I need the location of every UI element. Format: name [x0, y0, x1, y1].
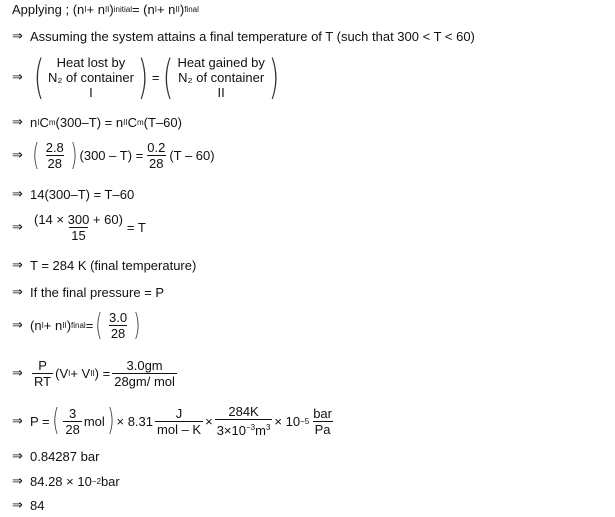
- line-applying: [12, 2, 199, 17]
- sub: final: [184, 5, 199, 14]
- text: m: [255, 423, 266, 438]
- implies-arrow-icon: ⇒: [12, 474, 23, 489]
- sub: II: [90, 369, 95, 378]
- text: (T – 60): [169, 148, 215, 163]
- sup: 3: [265, 423, 271, 432]
- paren-close: ): [107, 403, 115, 438]
- paren-close: ): [268, 50, 280, 104]
- text: P =: [30, 413, 50, 429]
- numerator: P: [38, 358, 47, 373]
- numerator: J: [175, 405, 183, 421]
- sub: II: [62, 321, 67, 330]
- numerator: 0.2: [147, 140, 166, 155]
- line-assumption: [12, 29, 475, 44]
- text: Heat lost by: [56, 54, 126, 70]
- implies-arrow-icon: ⇒: [12, 69, 23, 85]
- denominator: 28gm/ mol: [114, 374, 175, 389]
- fraction: [145, 140, 167, 171]
- implies-arrow-icon: ⇒: [12, 115, 23, 130]
- paren-open: (: [51, 403, 60, 438]
- text: I: [89, 84, 93, 100]
- line-t-result: [12, 258, 196, 273]
- line-pressure-calc: [12, 404, 336, 438]
- text: = T: [126, 220, 146, 235]
- line-answer: [12, 498, 44, 513]
- line-result-bar: [12, 449, 99, 464]
- paren-open: (: [33, 50, 45, 104]
- line-14: [12, 187, 134, 202]
- implies-arrow-icon: ⇒: [12, 498, 23, 513]
- text: 0.84287 bar: [30, 449, 100, 464]
- implies-arrow-icon: ⇒: [12, 187, 23, 202]
- text: (V: [55, 366, 69, 381]
- paren-close: ): [70, 137, 78, 173]
- text: bar: [100, 474, 120, 489]
- final-answer: 84: [30, 498, 45, 513]
- fraction: [63, 406, 81, 437]
- sub: I: [68, 369, 71, 378]
- implies-arrow-icon: ⇒: [12, 29, 23, 44]
- line-result-sci: [12, 474, 120, 489]
- text: + V: [70, 366, 91, 381]
- numerator: 284K: [228, 404, 259, 419]
- implies-arrow-icon: ⇒: [12, 449, 23, 464]
- text: ×: [205, 413, 213, 429]
- sup: −5: [300, 416, 310, 426]
- denominator: 28: [149, 156, 164, 171]
- sub: m: [48, 118, 56, 127]
- text: (n: [30, 318, 42, 333]
- text: =: [85, 318, 94, 333]
- text: =: [151, 69, 160, 85]
- denominator: mol – K: [157, 421, 202, 437]
- text: × 10: [274, 413, 301, 429]
- numerator: 3: [68, 405, 77, 421]
- denominator: 28: [110, 326, 126, 341]
- denominator: Pa: [314, 421, 331, 437]
- text: N₂ of container: [47, 69, 134, 85]
- text: 14(300–T) = T–60: [30, 187, 135, 202]
- text: Assuming the system attains a final temperature of T (such that 300 < T < 60): [30, 29, 475, 44]
- text: ): [179, 2, 185, 17]
- fraction: [44, 140, 66, 171]
- text: ) =: [94, 366, 111, 381]
- text: (300–T) = n: [55, 115, 124, 130]
- implies-arrow-icon: ⇒: [12, 366, 23, 381]
- sup: −3: [245, 423, 256, 432]
- implies-arrow-icon: ⇒: [12, 148, 23, 163]
- sub: I: [37, 118, 40, 127]
- sub: II: [104, 5, 110, 14]
- text: + n: [156, 2, 176, 17]
- heat-lost-box: [48, 55, 134, 100]
- sub: I: [41, 321, 44, 330]
- fraction: [215, 404, 273, 438]
- text: + n: [43, 318, 63, 333]
- paren-close: ): [133, 307, 141, 343]
- numerator: 2.8: [45, 140, 64, 155]
- line-heat-balance: [12, 50, 283, 104]
- text: 3×10: [216, 423, 246, 438]
- denominator: RT: [34, 374, 52, 389]
- fraction: [155, 406, 203, 437]
- line-fraction-eq: [12, 137, 215, 173]
- text: II: [217, 84, 225, 100]
- text: n: [30, 115, 38, 130]
- implies-arrow-icon: ⇒: [12, 285, 23, 300]
- numerator: bar: [313, 405, 332, 421]
- line-moles-final: [12, 307, 143, 343]
- line-solve-t: [12, 212, 146, 243]
- text: Heat gained by: [177, 54, 265, 70]
- text: ): [109, 2, 114, 17]
- text: (T–60): [143, 115, 182, 130]
- text: Applying ; (n: [12, 2, 85, 17]
- text: 84.28 × 10: [30, 474, 92, 489]
- paren-close: ): [137, 50, 149, 104]
- denominator: [215, 419, 273, 438]
- sub: II: [123, 118, 128, 127]
- text: × 8.31: [116, 413, 154, 429]
- sub: I: [154, 5, 157, 14]
- text: + n: [86, 2, 105, 17]
- heat-gained-box: [177, 55, 264, 100]
- fraction: [311, 406, 334, 437]
- text: = (n: [131, 2, 155, 17]
- text: (300 – T) =: [79, 148, 144, 163]
- sub: initial: [113, 5, 132, 14]
- numerator: (14 × 300 + 60): [34, 212, 123, 227]
- sub: II: [175, 5, 180, 14]
- text: C: [39, 115, 49, 130]
- fraction: [112, 358, 177, 389]
- denominator: 28: [65, 421, 80, 437]
- text: ): [66, 318, 72, 333]
- sub: m: [136, 118, 144, 127]
- text: T = 284 K (final temperature): [30, 258, 197, 273]
- paren-open: (: [32, 137, 40, 173]
- line-final-pressure: [12, 285, 164, 300]
- fraction: [32, 212, 125, 243]
- line-ideal-gas: [12, 358, 179, 389]
- numerator: 3.0: [109, 310, 128, 325]
- implies-arrow-icon: ⇒: [12, 258, 23, 273]
- denominator: 15: [71, 228, 86, 243]
- fraction: [107, 310, 129, 341]
- text: C: [127, 115, 137, 130]
- sup: −2: [91, 477, 101, 486]
- denominator: 28: [47, 156, 62, 171]
- sub: I: [84, 5, 87, 14]
- numerator: 3.0gm: [126, 358, 163, 373]
- text: N₂ of container: [178, 69, 265, 85]
- text: If the final pressure = P: [30, 285, 165, 300]
- fraction: [32, 358, 53, 389]
- sub: final: [71, 321, 86, 330]
- paren-open: (: [163, 50, 174, 104]
- implies-arrow-icon: ⇒: [12, 318, 23, 333]
- implies-arrow-icon: ⇒: [12, 220, 23, 235]
- line-ncm: [12, 115, 182, 130]
- text: mol: [83, 413, 105, 429]
- paren-open: (: [95, 307, 103, 343]
- implies-arrow-icon: ⇒: [12, 413, 23, 429]
